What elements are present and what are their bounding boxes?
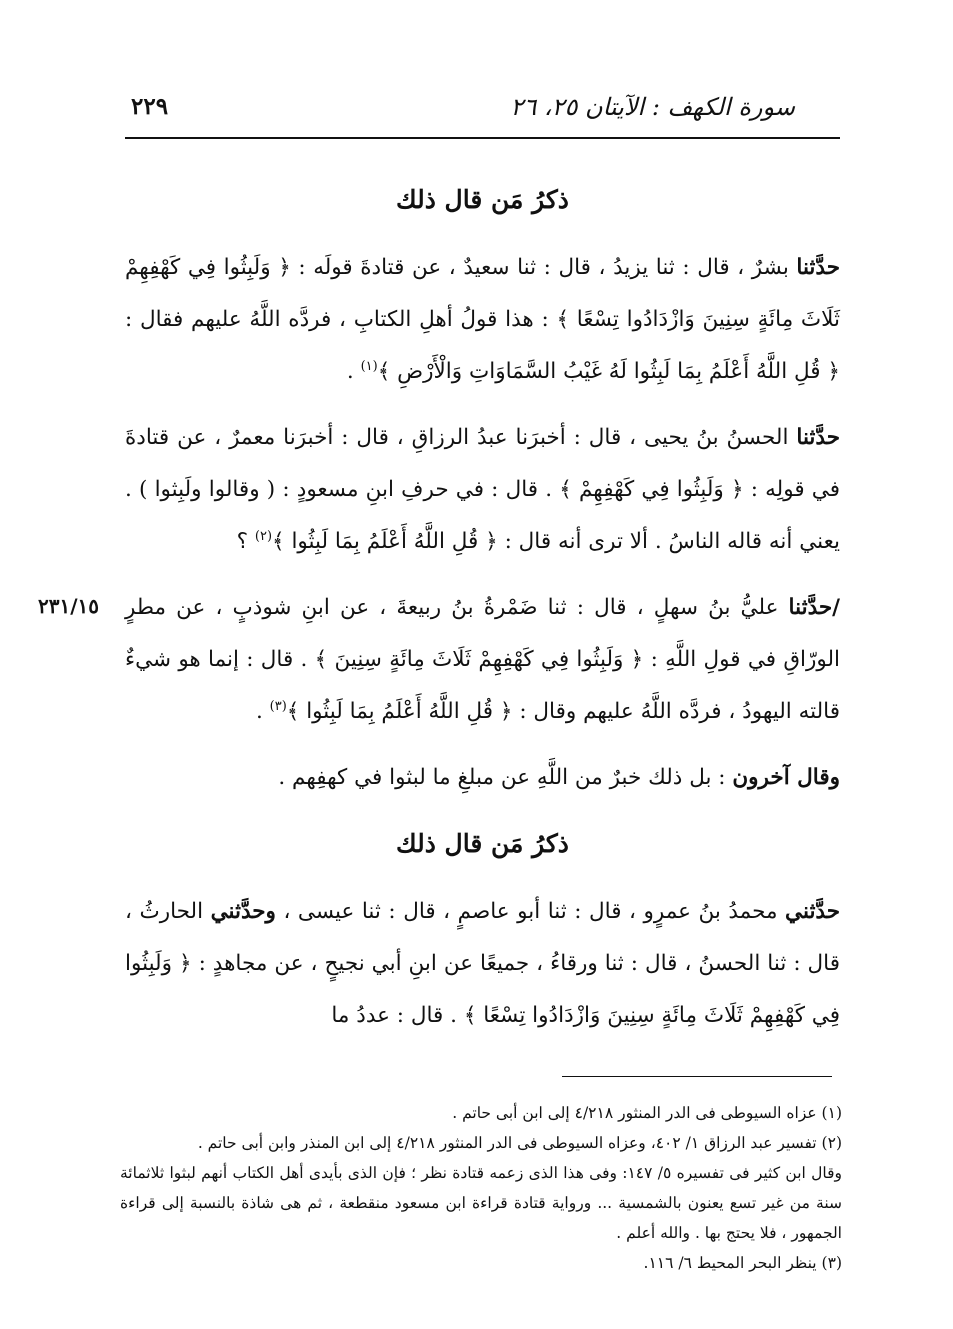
narration-lead: حدَّثني bbox=[785, 899, 840, 924]
narration-text: عليُّ بنُ سهلٍ ، قال : ثنا ضَمْرةُ بنُ ربيعةَ ، عن ابنِ شوذبٍ ، عن مطرٍ الورّاقِ في قولِ اللَّهِ : bbox=[125, 595, 840, 672]
opinion-paragraph bbox=[125, 752, 840, 804]
narration-text: الحارثُ ، قال : ثنا الحسنُ ، قال : ثنا ورقاءُ ، جميعًا عن ابنِ أبي نجيحٍ ، عن مجاهدٍ : bbox=[125, 899, 841, 976]
running-title: سورة الكهف : الآيتان ٢٥، ٢٦ bbox=[510, 93, 795, 121]
narration-paragraph bbox=[125, 886, 840, 1042]
footnote-ref: (٢) bbox=[254, 528, 273, 544]
narration-text: . قال : إنما هو شيءٌ قالته اليهودُ ، فردَّه اللَّهُ عليهم وقال : bbox=[125, 647, 840, 724]
footnotes bbox=[120, 1098, 842, 1278]
narration-paragraph bbox=[125, 412, 840, 568]
footnote: (٣) ينظر البحر المحيط ٦/ ١١٦. bbox=[643, 1254, 842, 1272]
quran-quote: ﴿ قُلِ اللَّهُ أَعْلَمُ بِمَا لَبِثُوا ﴾ bbox=[272, 529, 498, 554]
narration-lead: وحدَّثني bbox=[210, 899, 276, 924]
quran-quote: ﴿ وَلَبِثُوا فِي كَهْفِهِمْ ثَلَاثَ مِائَةٍ سِنِينَ وَازْدَادُوا تِسْعًا ﴾ bbox=[125, 255, 840, 332]
footnote: (١) عزاه السيوطى فى الدر المنثور ٤/٢١٨ إلى ابن أبى حاتم . bbox=[452, 1104, 842, 1122]
narration-end: . قال : عددُ ما bbox=[331, 1003, 464, 1028]
footnote: وقال ابن كثير فى تفسيره ٥/ ١٤٧: وفى هذا الذى زعمه قتادة نظر ؛ فإن الذى بأيدى أهل الكتاب أنهم لبثوا ثلاثمائة سنة من غير تسع يعنون بالشمسية ... ورواية قتادة قراءة ابن مسعود منقطعة ، ثم هى شاذة بالنسبة إلى قراءة الجمهور ، فلا يحتج بها . والله أعلم . bbox=[120, 1164, 842, 1242]
narration-end: ؟ bbox=[236, 529, 255, 554]
quran-quote: ﴿ قُلِ اللَّهُ أَعْلَمُ بِمَا لَبِثُوا لَهُ غَيْبُ السَّمَاوَاتِ وَالْأَرْضِ ﴾ bbox=[377, 359, 840, 384]
margin-reference: ٢٣١/١٥ bbox=[38, 594, 100, 618]
page-number: ٢٢٩ bbox=[131, 93, 169, 120]
quran-quote: ﴿ قُلِ اللَّهُ أَعْلَمُ بِمَا لَبِثُوا ﴾ bbox=[286, 699, 513, 724]
narration-lead: حدَّثنا bbox=[796, 255, 840, 280]
page-header bbox=[125, 85, 840, 139]
narration-text: بشرٌ ، قال : ثنا يزيدُ ، قال : ثنا سعيدٌ ، عن قتادةَ قولَه : bbox=[290, 255, 797, 280]
narration-end: . bbox=[255, 699, 270, 724]
narration-paragraph bbox=[125, 242, 840, 398]
opinion-lead: وقال آخرون bbox=[732, 765, 840, 790]
narration-text: . قال : في حرفِ ابنِ مسعودٍ : ( وقالوا ولَبِثوا ) . يعني أنه قاله الناسُ . ألا ترى أنه قال : bbox=[125, 477, 840, 554]
narration-paragraph bbox=[125, 582, 840, 738]
narration-text: الحسنُ بنُ يحيى ، قال : أخبرَنا عبدُ الرزاقِ ، قال : أخبرَنا معمرٌ ، عن قتادةَ في قولِه : bbox=[125, 425, 840, 502]
narration-text: محمدُ بنُ عمرٍو ، قال : ثنا أبو عاصمٍ ، قال : ثنا عيسى ، bbox=[275, 899, 786, 924]
quran-quote: ﴿ وَلَبِثُوا فِي كَهْفِهِمْ ثَلَاثَ مِائَةٍ سِنِينَ ﴾ bbox=[314, 647, 644, 672]
section-heading: ذكرُ مَن قال ذلك bbox=[396, 829, 569, 858]
opinion-text: : بل ذلك خبرٌ من اللَّهِ عن مبلغِ ما لبثوا في كهفِهم . bbox=[278, 765, 733, 790]
footnote-ref: (٣) bbox=[269, 698, 287, 714]
narration-end: . bbox=[346, 359, 361, 384]
quran-quote: ﴿ وَلَبِثُوا فِي كَهْفِهِمْ ﴾ bbox=[559, 477, 744, 502]
quran-quote: ﴿ وَلَبِثُوا فِي كَهْفِهِمْ ثَلَاثَ مِائَةٍ سِنِينَ وَازْدَادُوا تِسْعًا ﴾ bbox=[125, 951, 840, 1028]
narration-text: : هذا قولُ أهلِ الكتابِ ، فردَّه اللَّهُ عليهم فقال : bbox=[125, 307, 557, 332]
footnote: (٢) تفسير عبد الرزاق ١/ ٤٠٢، وعزاه السيوطى فى الدر المنثور ٤/٢١٨ إلى ابن المنذر وابن أبى حاتم . bbox=[197, 1134, 842, 1152]
footnote-ref: (١) bbox=[360, 358, 378, 374]
narration-lead: حدَّثنا bbox=[796, 425, 840, 450]
main-text bbox=[125, 180, 840, 1056]
section-heading: ذكرُ مَن قال ذلك bbox=[396, 185, 569, 214]
narration-lead: /حدَّثنا bbox=[788, 595, 840, 620]
footnote-divider bbox=[562, 1076, 832, 1077]
